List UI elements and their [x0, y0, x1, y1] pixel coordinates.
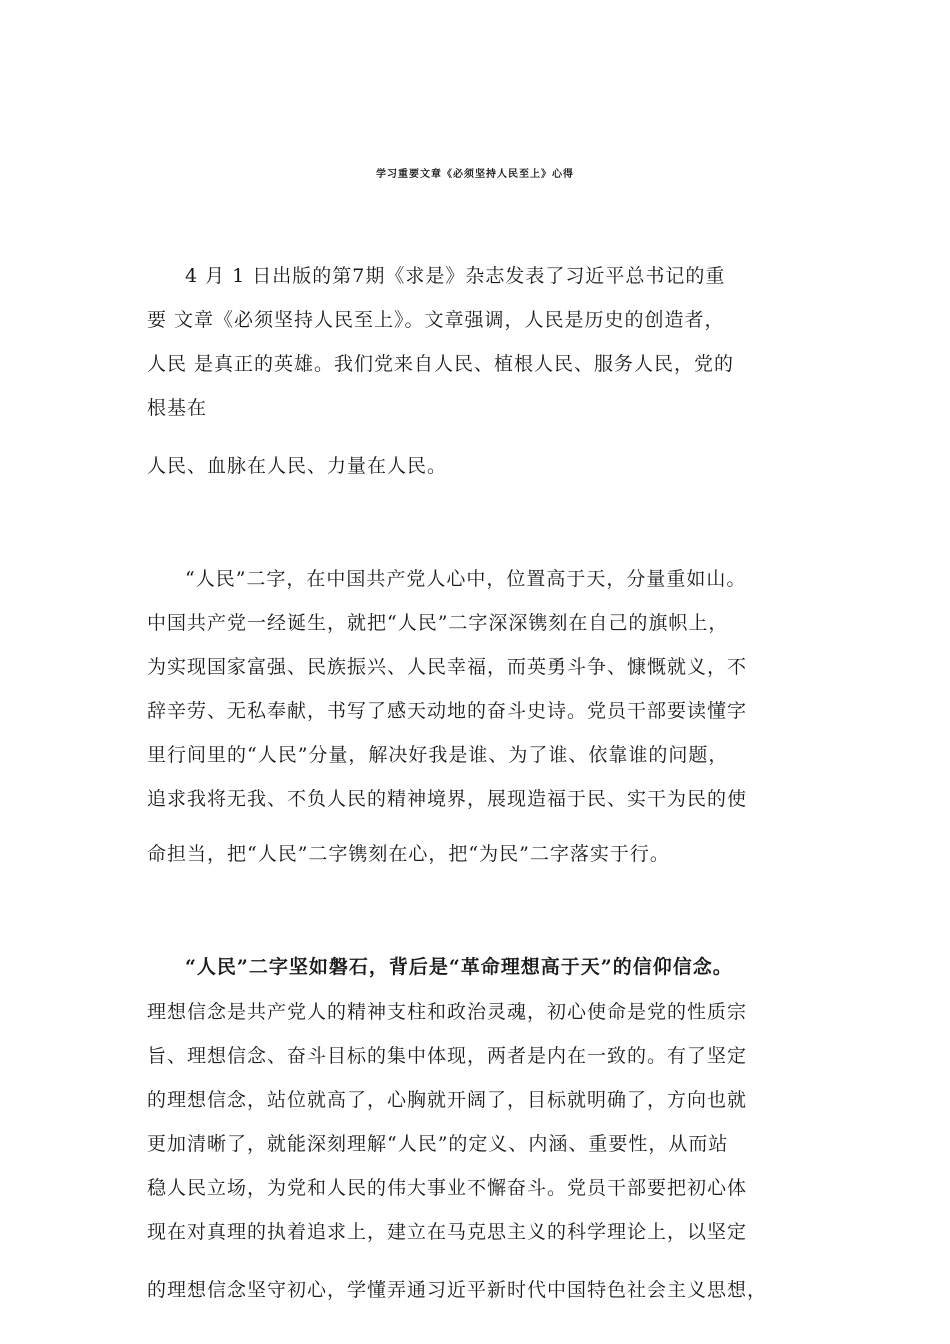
paragraph-2-line-2: 中国共产党一经诞生，就把“人民”二字深深镌刻在自己的旗帜上， — [147, 612, 729, 634]
paragraph-2-line-4: 辞辛劳、无私奉献，书写了感天动地的奋斗史诗。党员干部要读懂字 — [147, 700, 748, 722]
paragraph-2-line-7: 命担当，把“人民”二字镌刻在心，把“为民”二字落实于行。 — [147, 843, 670, 865]
paragraph-2-line-6: 追求我将无我、不负人民的精神境界，展现造福于民、实干为民的使 — [147, 788, 748, 810]
paragraph-3-line-2: 旨、理想信念、奋斗目标的集中体现，两者是内在一致的。有了坚定 — [147, 1045, 748, 1067]
paragraph-3-line-1: 理想信念是共产党人的精神支柱和政治灵魂，初心使命是党的性质宗 — [147, 1001, 748, 1023]
document-title: 学习重要文章《必须坚持人民至上》心得 — [376, 169, 574, 180]
paragraph-2-line-1: “人民”二字，在中国共产党人心中，位置高于天，分量重如山。 — [185, 568, 747, 590]
paragraph-3-line-6: 现在对真理的执着追求上，建立在马克思主义的科学理论上，以坚定 — [147, 1221, 748, 1243]
paragraph-1-line-1: 4 月 1 日出版的第7期《求是》杂志发表了习近平总书记的重 — [185, 265, 726, 287]
paragraph-1-line-4: 根基在 — [147, 397, 208, 419]
paragraph-1-line-5: 人民、血脉在人民、力量在人民。 — [147, 455, 448, 477]
paragraph-2-line-3: 为实现国家富强、民族振兴、人民幸福，而英勇斗争、慷慨就义，不 — [147, 656, 748, 678]
paragraph-1-line-3: 人民 是真正的英雄。我们党来自人民、植根人民、服务人民，党的 — [147, 353, 735, 375]
paragraph-2-line-5: 里行间里的“人民”分量，解决好我是谁、为了谁、依靠谁的问题， — [147, 744, 729, 766]
section-heading: “人民”二字坚如磐石，背后是“革命理想高于天”的信仰信念。 — [185, 956, 733, 978]
paragraph-3-line-5: 稳人民立场，为党和人民的伟大事业不懈奋斗。党员干部要把初心体 — [147, 1177, 748, 1199]
paragraph-1-line-2: 要 文章《必须坚持人民至上》。文章强调，人民是历史的创造者， — [147, 309, 725, 331]
paragraph-3-line-7: 的理想信念坚守初心，学懂弄通习近平新时代中国特色社会主义思想， — [147, 1279, 768, 1301]
paragraph-3-line-3: 的理想信念，站位就高了，心胸就开阔了，目标就明确了，方向也就 — [147, 1089, 748, 1111]
paragraph-3-line-4: 更加清晰了，就能深刻理解“人民”的定义、内涵、重要性，从而站 — [147, 1133, 729, 1155]
